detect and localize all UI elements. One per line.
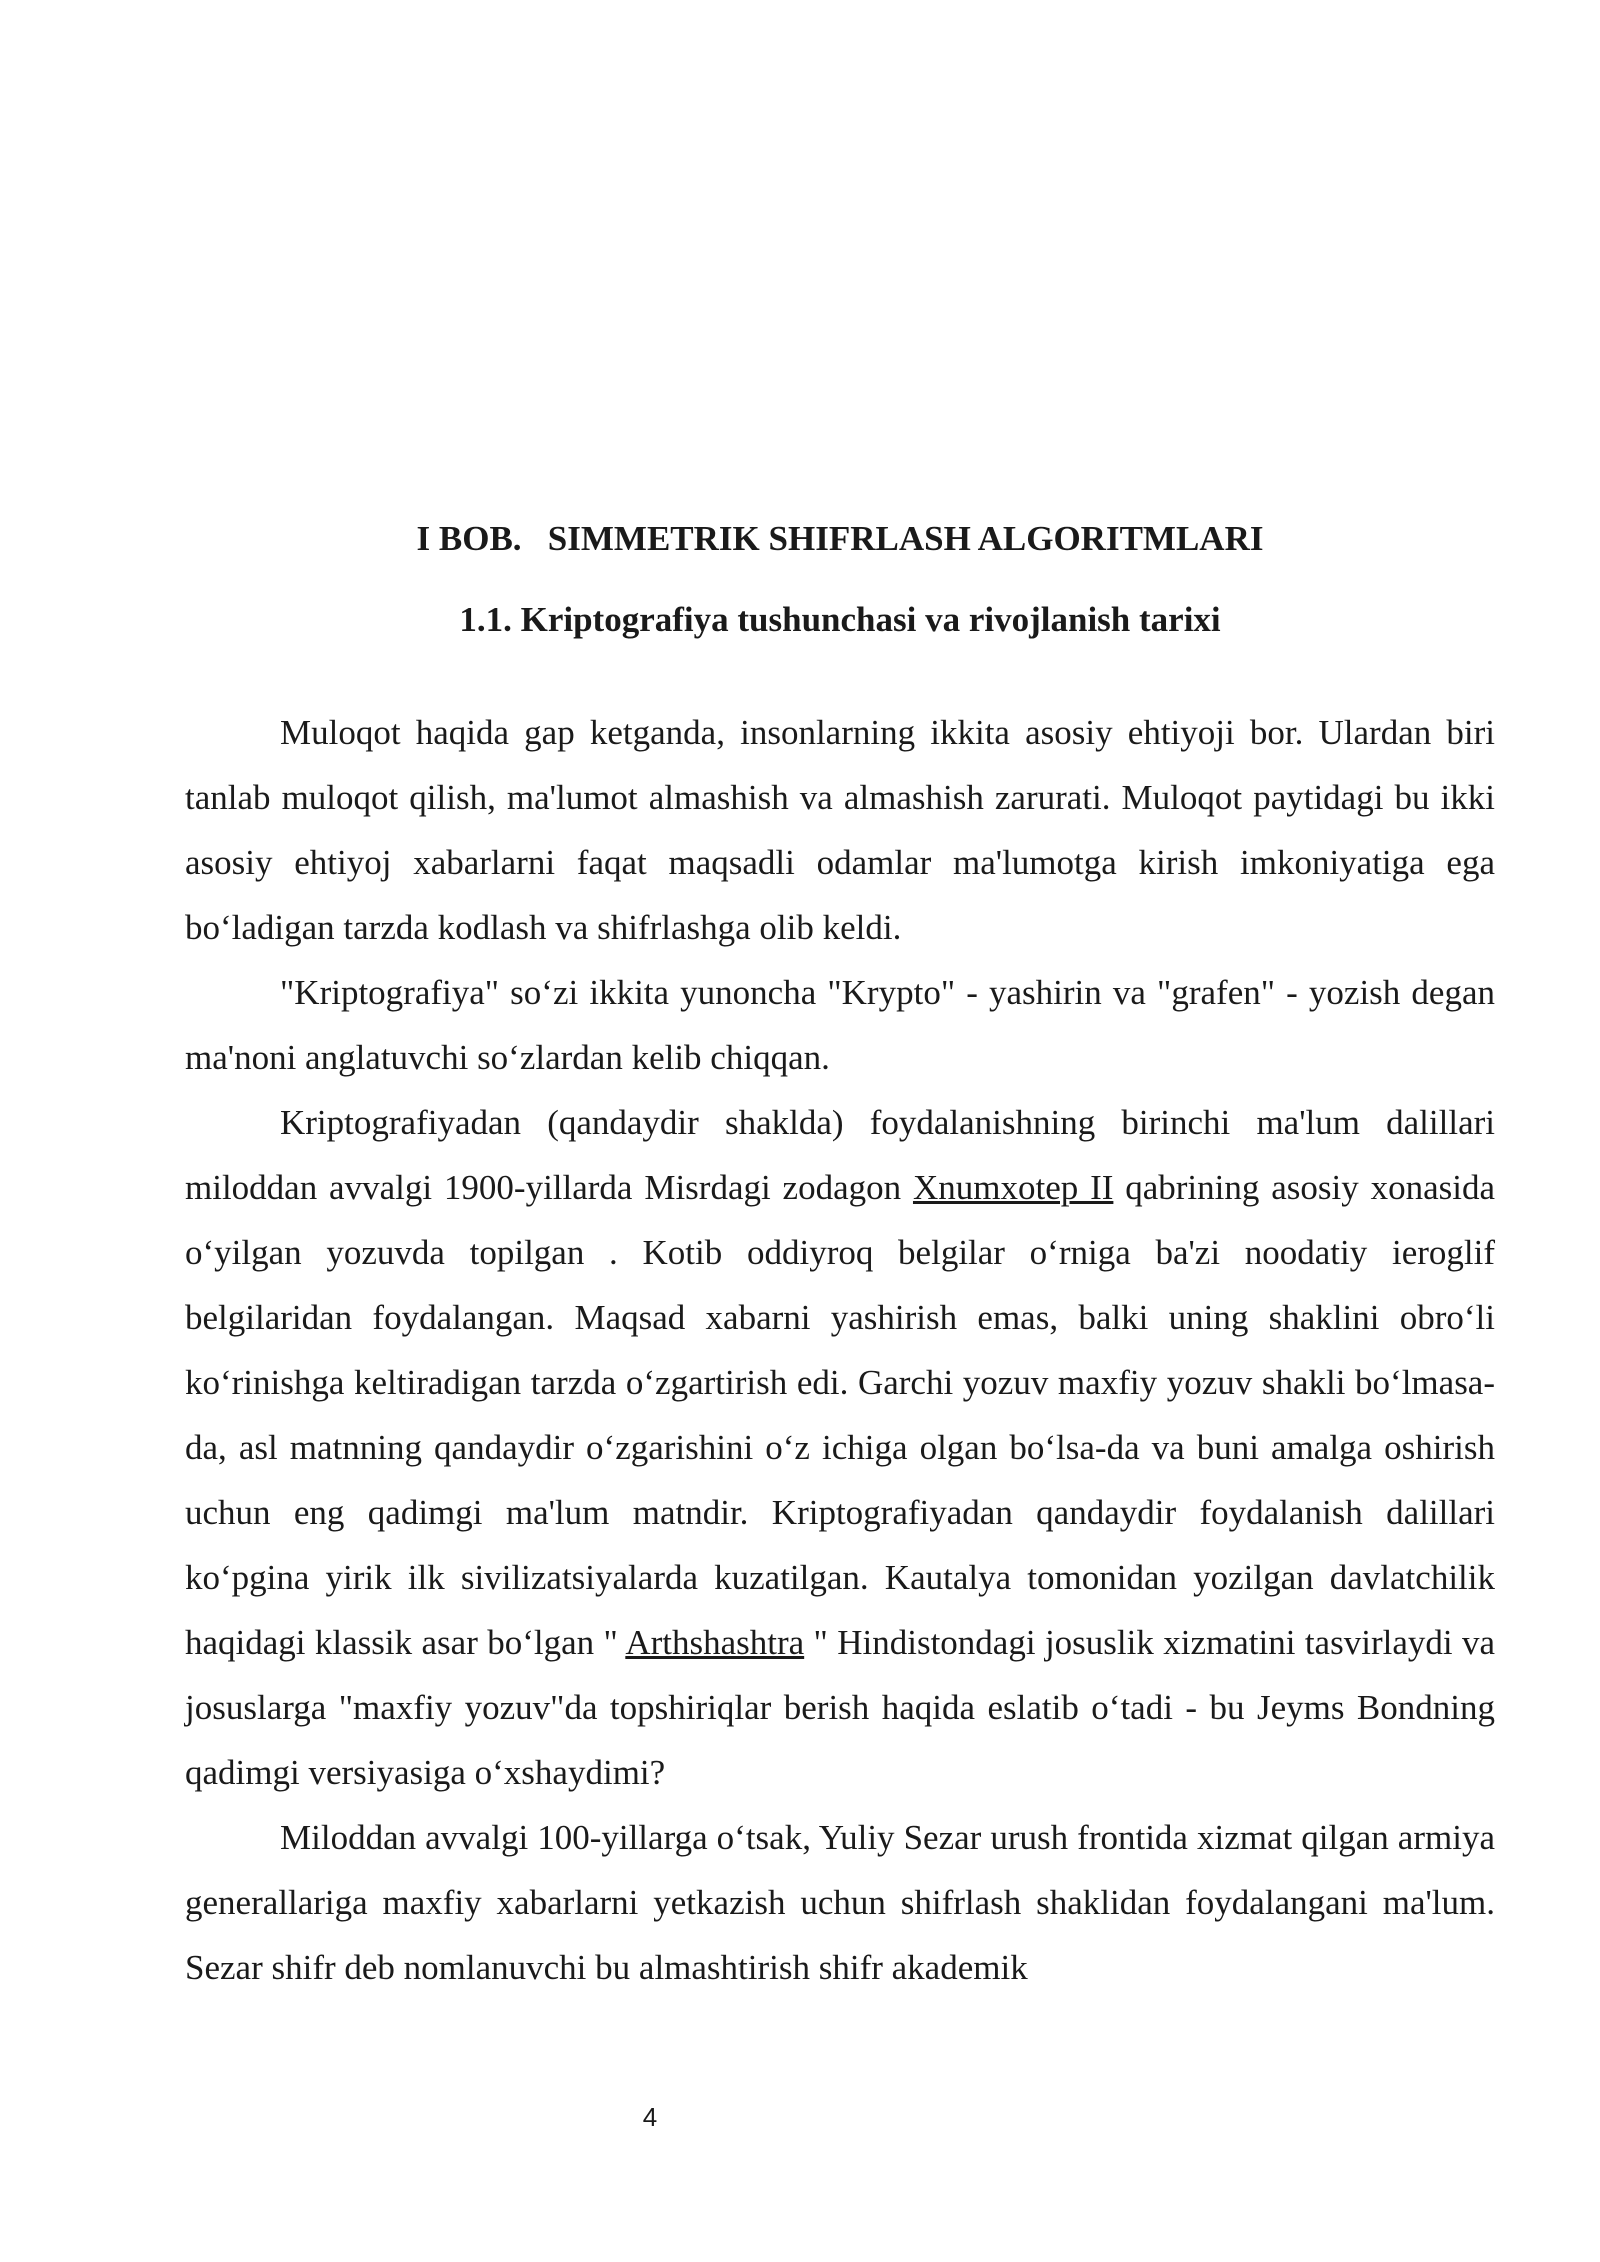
chapter-title: I BOB. SIMMETRIK SHIFRLASH ALGORITMLARI [416, 519, 1264, 558]
paragraph-3-text-3: " Hindistondagi josuslik xizmatini tasvirlaydi va josuslarga "maxfiy yozuv"da topshiriqlar berish haqida eslatib o‘tadi - bu Jeyms Bondning qadimgi versiyasiga o‘xshaydimi? [185, 1623, 1496, 1792]
section-title: 1.1. Kriptografiya tushunchasi va rivojlanish tarixi [459, 600, 1221, 639]
paragraph-4: Miloddan avvalgi 100-yillarga o‘tsak, Yuliy Sezar urush frontida xizmat qilgan armiya generallariga maxfiy xabarlarni yetkazish uchun shifrlash shaklidan foydalangani ma'lum. Sezar shifr deb nomlanuvchi bu almashtirish shifr akademik [185, 1818, 1495, 1987]
arthshashtra-link[interactable]: Arthshashtra [625, 1623, 805, 1662]
paragraph-3-text-2: qabrining asosiy xonasida o‘yilgan yozuvda topilgan . Kotib oddiyroq belgilar o‘rniga ba'zi noodatiy ieroglif belgilaridan foydalangan. Maqsad xabarni yashirish emas, balki uning shaklini obro‘li ko‘rinishga keltiradigan tarzda o‘zgartirish edi. Garchi yozuv maxfiy yozuv shakli bo‘lmasa-da, asl matnning qandaydir o‘zgarishini o‘z ichiga olgan bo‘lsa-da va buni amalga oshirish uchun eng qadimgi ma'lum matndir. Kriptografiyadan qandaydir foydalanish dalillari ko‘pgina yirik ilk sivilizatsiyalarda kuzatilgan. Kautalya tomonidan yozilgan davlatchilik haqidagi klassik asar bo‘lgan " [185, 1168, 1495, 1662]
body-text [185, 700, 1495, 2000]
page-number: 4 [642, 2102, 658, 2132]
xnumxotep-link[interactable]: Xnumxotep II [912, 1168, 1114, 1207]
paragraph-2: "Kriptografiya" so‘zi ikkita yunoncha "Krypto" - yashirin va "grafen" - yozish degan ma'noni anglatuvchi so‘zlardan kelib chiqqan. [185, 973, 1495, 1077]
paragraph-1: Muloqot haqida gap ketganda, insonlarning ikkita asosiy ehtiyoji bor. Ulardan biri tanlab muloqot qilish, ma'lumot almashish va almashish zarurati. Muloqot paytidagi bu ikki asosiy ehtiyoj xabarlarni faqat maqsadli odamlar ma'lumotga kirish imkoniyatiga ega bo‘ladigan tarzda kodlash va shifrlashga olib keldi. [185, 713, 1495, 947]
paragraph-3 [185, 1090, 1495, 1805]
paragraph-3-text-1: Kriptografiyadan (qandaydir shaklda) foydalanishning birinchi ma'lum dalillari miloddan avvalgi 1900-yillarda Misrdagi zodagon [185, 1103, 1495, 1207]
